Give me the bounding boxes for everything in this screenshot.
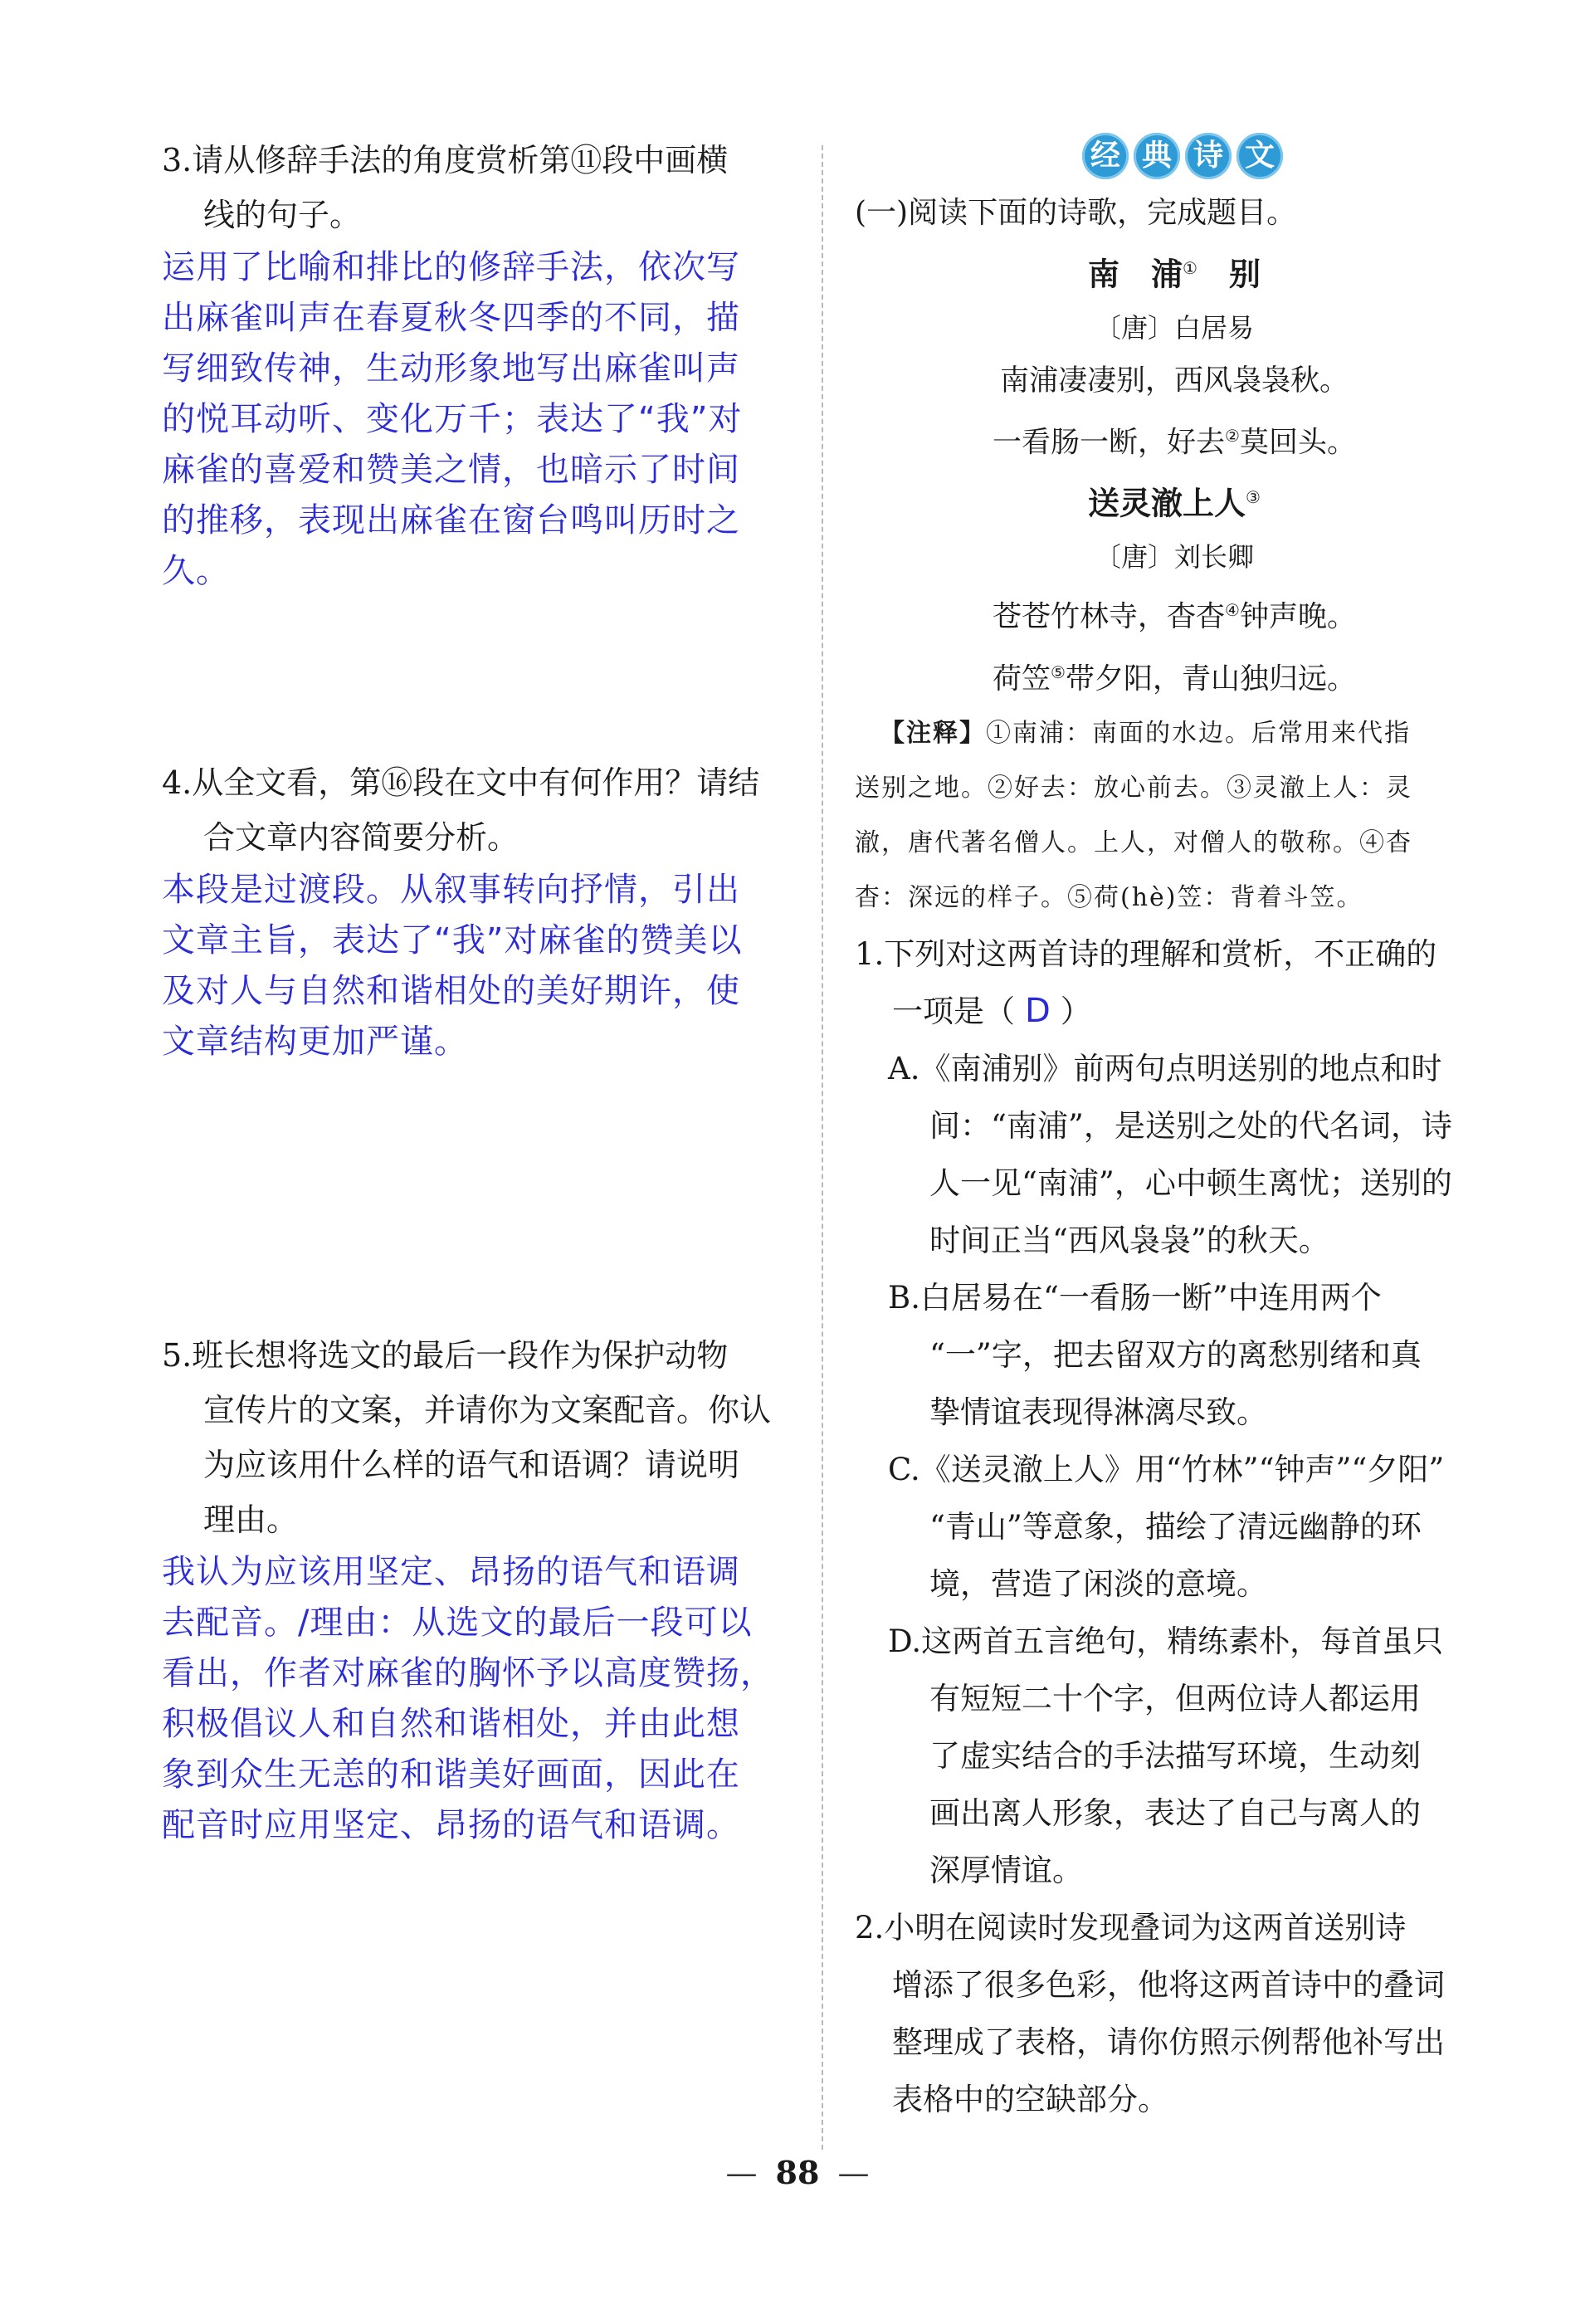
notes-line: 澈，唐代著名僧人。上人，对僧人的敬称。④杳 <box>855 828 1412 858</box>
q5-line1: 5.班长想将选文的最后一段作为保护动物 <box>162 1337 729 1374</box>
option-a: A.《南浦别》前两句点明送别的地点和时 <box>888 1051 1442 1087</box>
poem1-author: 〔唐〕白居易 <box>1094 311 1254 344</box>
option-c-cont: “青山”等意象，描绘了清远幽静的环 <box>929 1509 1422 1545</box>
answer-line: 的推移，表现出麻雀在窗台鸣叫历时之 <box>162 501 740 540</box>
poem2-title: 送灵澈上人③ <box>1088 484 1261 522</box>
page-footer <box>0 2154 1595 2191</box>
r1-line2: 一项是（ D ） <box>892 992 1091 1031</box>
answer-line: 及对人与自然和谐相处的美好期许，使 <box>162 972 740 1010</box>
option-a-cont: 间：“南浦”，是送别之处的代名词，诗 <box>929 1108 1452 1145</box>
section-heading <box>871 133 1494 186</box>
q5-line2: 宣传片的文案，并请你为文案配音。你认 <box>203 1392 772 1428</box>
notes-line: 杳：深远的样子。⑤荷(hè)笠：背着斗笠。 <box>855 883 1363 913</box>
q5-answer <box>162 1547 809 1851</box>
answer-line: 久。 <box>162 552 230 590</box>
section-badge: 诗 <box>1185 133 1232 179</box>
option-c-cont: 境，营造了闲淡的意境。 <box>929 1566 1267 1603</box>
poem1-line1: 南浦凄凄别，西风袅袅秋。 <box>999 364 1349 398</box>
answer-line: 象到众生无恙的和谐美好画面，因此在 <box>162 1755 740 1794</box>
notes-line: 【注释】①南浦：南面的水边。后常用来代指 <box>880 719 1411 749</box>
q4-line1: 4.从全文看，第⑯段在文中有何作用？请结 <box>162 764 760 801</box>
question-4 <box>162 755 809 1067</box>
option-c: C.《送灵澈上人》用“竹林”“钟声”“夕阳” <box>888 1452 1445 1488</box>
option-d-cont: 画出离人形象，表达了自己与离人的 <box>929 1795 1421 1832</box>
answer-line: 的悦耳动听、变化万千；表达了“我”对 <box>162 400 743 438</box>
option-a-cont: 时间正当“西风袅袅”的秋天。 <box>929 1223 1329 1259</box>
option-d-cont: 深厚情谊。 <box>929 1853 1083 1889</box>
r2-line: 2.小明在阅读时发现叠词为这两首送别诗 <box>855 1910 1407 1946</box>
answer-line: 文章结构更加严谨。 <box>162 1023 468 1061</box>
answer-line: 出麻雀叫声在春夏秋冬四季的不同，描 <box>162 299 740 337</box>
r2-line: 增添了很多色彩，他将这两首诗中的叠词 <box>892 1967 1445 2004</box>
answer-line: 配音时应用坚定、昂扬的语气和语调。 <box>162 1806 740 1844</box>
option-b-cont: 挚情谊表现得淋漓尽致。 <box>929 1394 1267 1431</box>
footer-dash: — <box>725 2155 758 2191</box>
annotations <box>855 706 1494 925</box>
poem2-line2: 荷笠⑤带夕阳，青山独归远。 <box>993 662 1356 696</box>
r2-line: 表格中的空缺部分。 <box>892 2082 1168 2118</box>
footer-dash: — <box>837 2155 870 2191</box>
question-5 <box>162 1328 809 1851</box>
notes-line: 送别之地。②好去：放心前去。③灵澈上人：灵 <box>855 774 1412 803</box>
q3-line1: 3.请从修辞手法的角度赏析第⑪段中画横 <box>162 142 729 178</box>
answer-line: 本段是过渡段。从叙事转向抒情，引出 <box>162 871 740 909</box>
option-b: B.白居易在“一看肠一断”中连用两个 <box>888 1280 1382 1316</box>
q3-answer <box>162 242 809 597</box>
page-number: 88 <box>775 2154 820 2191</box>
poem2-author: 〔唐〕刘长卿 <box>1094 540 1254 573</box>
option-d: D.这两首五言绝句，精练素朴，每首虽只 <box>888 1623 1444 1660</box>
option-a-cont: 人一见“南浦”，心中顿生离忧；送别的 <box>929 1165 1452 1202</box>
reading-intro: (一)阅读下面的诗歌，完成题目。 <box>855 196 1297 230</box>
q5-line3: 为应该用什么样的语气和语调？请说明 <box>203 1447 740 1483</box>
q4-line2: 合文章内容简要分析。 <box>203 819 519 856</box>
r1-line1: 1.下列对这两首诗的理解和赏析，不正确的 <box>855 936 1437 973</box>
answer-line: 文章主旨，表达了“我”对麻雀的赞美以 <box>162 921 743 959</box>
answer-line: 积极倡议人和自然和谐相处，并由此想 <box>162 1705 740 1743</box>
column-divider <box>822 145 823 2150</box>
poem1-line2: 一看肠一断，好去②莫回头。 <box>993 425 1356 460</box>
option-d-cont: 有短短二十个字，但两位诗人都运用 <box>929 1681 1421 1717</box>
answer-line: 看出，作者对麻雀的胸怀予以高度赞扬， <box>162 1654 774 1692</box>
answer-line: 去配音。/理由：从选文的最后一段可以 <box>162 1604 753 1642</box>
right-column <box>855 133 1494 2128</box>
section-badge: 文 <box>1236 133 1283 179</box>
question-r2 <box>855 1899 1494 2128</box>
answer-line: 麻雀的喜爱和赞美之情，也暗示了时间 <box>162 451 740 489</box>
q5-line4: 理由。 <box>203 1501 299 1538</box>
option-d-cont: 了虚实结合的手法描写环境，生动刻 <box>929 1738 1421 1775</box>
answer-line: 我认为应该用坚定、昂扬的语气和语调 <box>162 1553 740 1591</box>
q4-answer <box>162 865 809 1067</box>
question-3 <box>162 133 809 597</box>
r1-answer: D <box>1025 992 1051 1031</box>
poem1-title: 南 浦① 别 <box>1088 255 1261 293</box>
section-badge: 经 <box>1082 133 1129 179</box>
answer-line: 运用了比喻和排比的修辞手法，依次写 <box>162 248 740 286</box>
poem2-line1: 苍苍竹林寺，杳杳④钟声晚。 <box>993 599 1356 634</box>
answer-line: 写细致传神，生动形象地写出麻雀叫声 <box>162 349 740 388</box>
r2-line: 整理成了表格，请你仿照示例帮他补写出 <box>892 2024 1445 2061</box>
question-r1 <box>855 925 1494 1899</box>
q3-line2: 线的句子。 <box>203 197 362 233</box>
option-b-cont: “一”字，把去留双方的离愁别绪和真 <box>929 1337 1422 1374</box>
section-badge: 典 <box>1134 133 1180 179</box>
